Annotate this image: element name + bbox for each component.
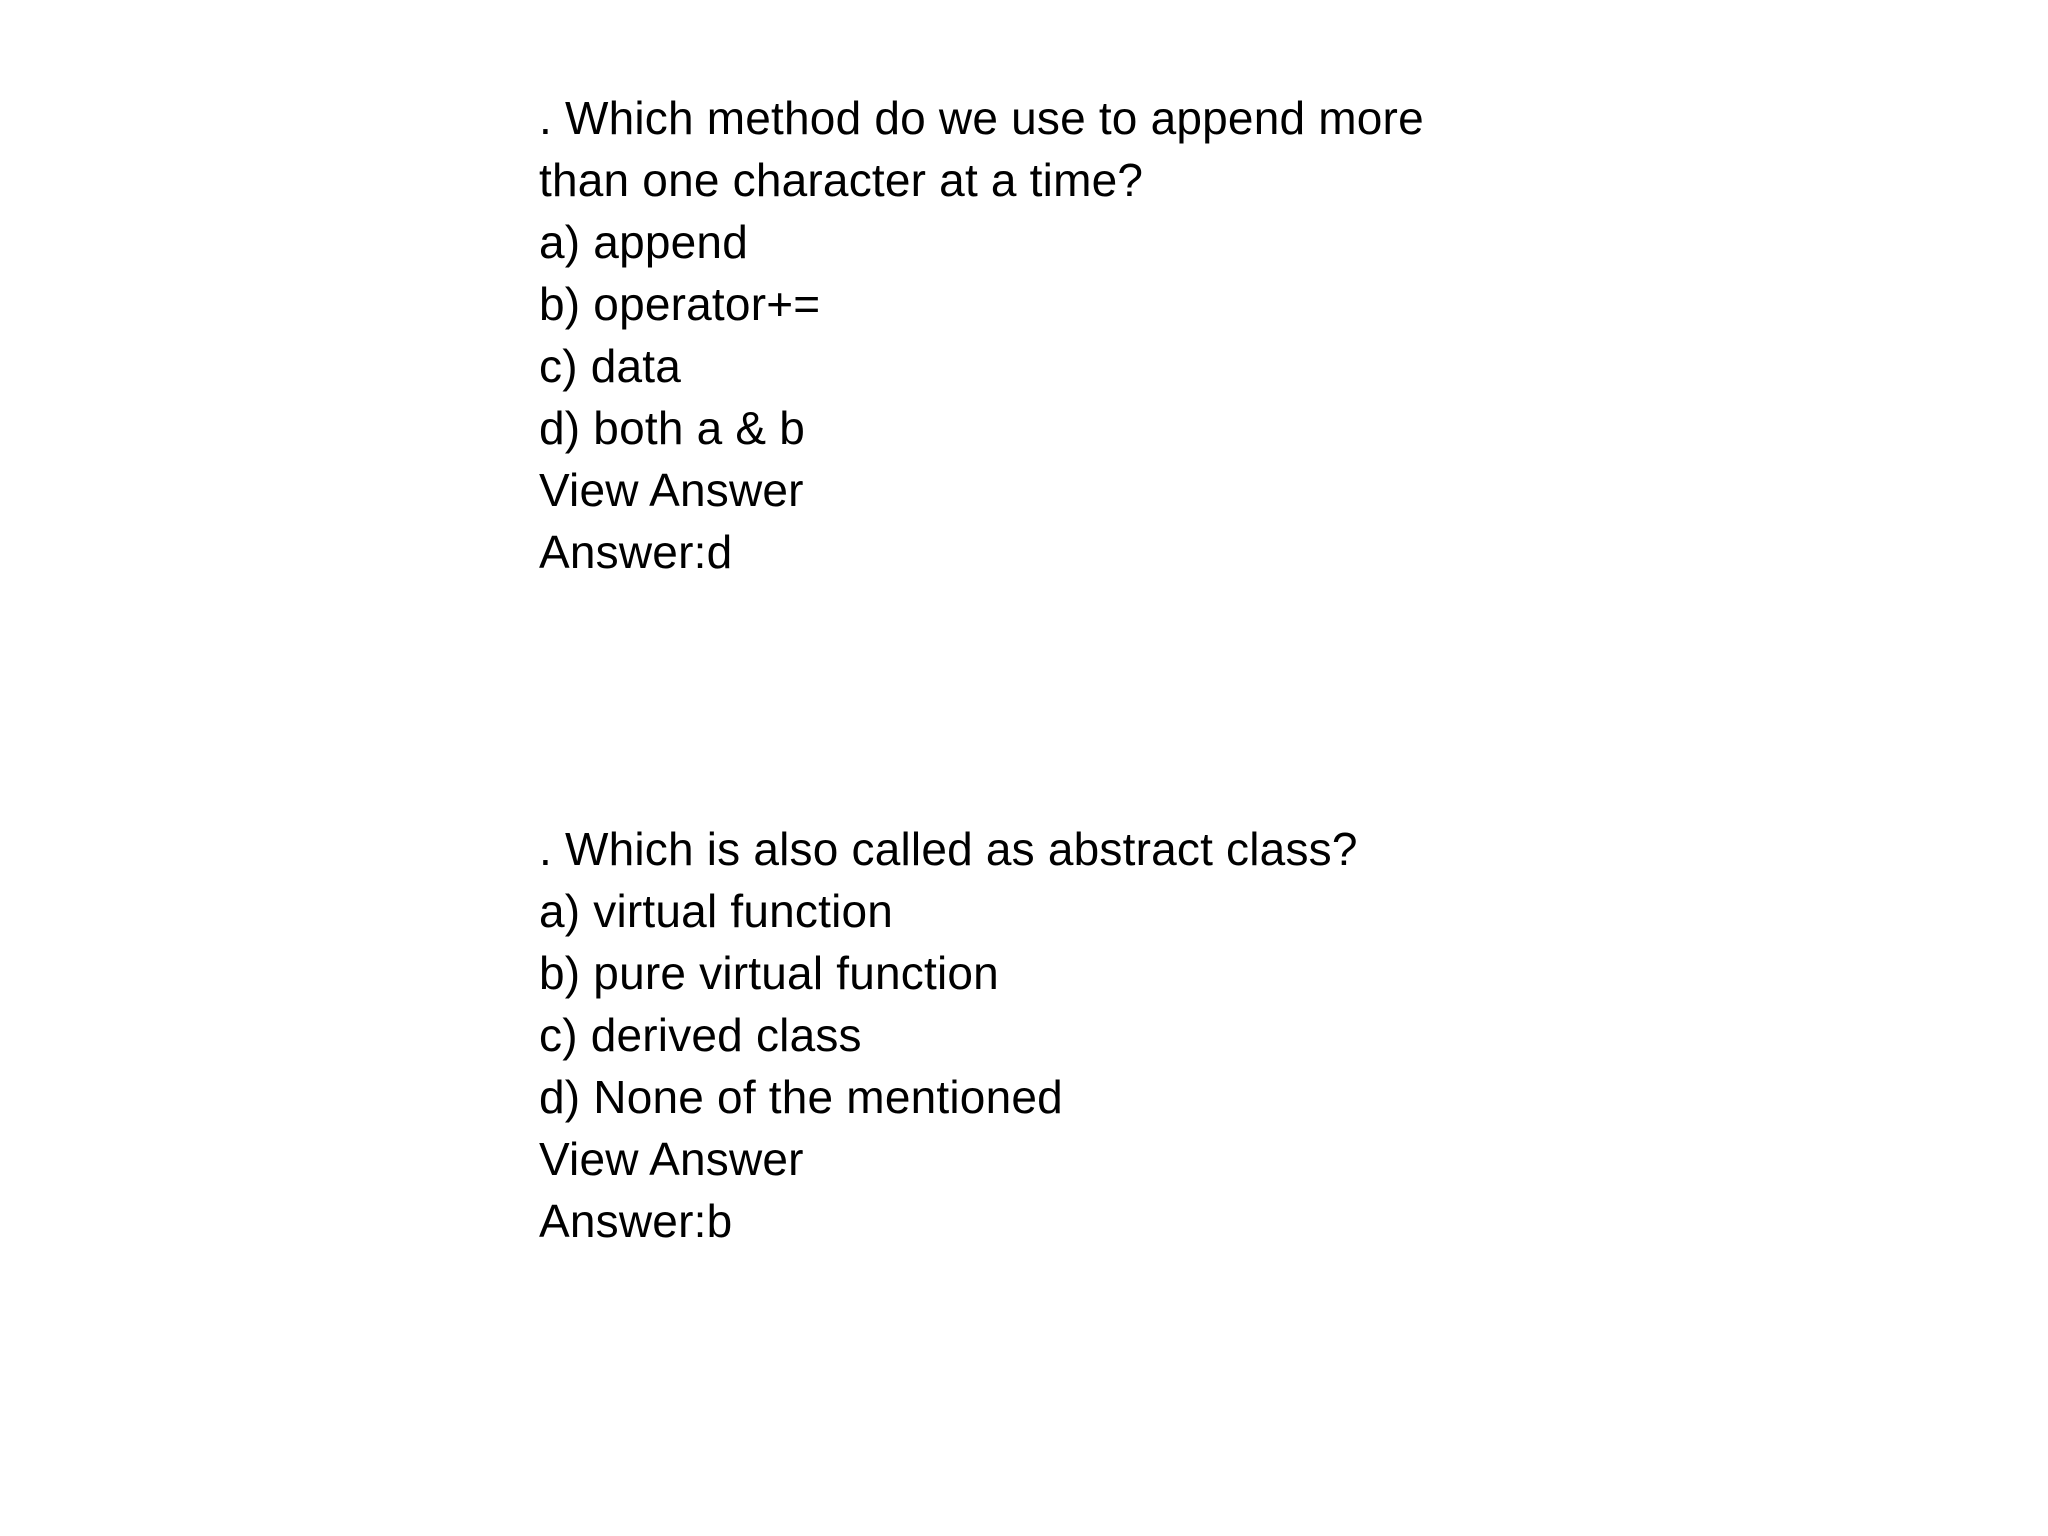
question-block-2: [539, 818, 1539, 1252]
option-d: d) both a & b: [539, 402, 805, 454]
view-answer-link[interactable]: View Answer: [539, 464, 804, 516]
option-c: c) data: [539, 340, 682, 392]
question-block-1: [539, 87, 1539, 583]
question-text: . Which is also called as abstract class?: [539, 823, 1358, 875]
view-answer-link[interactable]: View Answer: [539, 1133, 804, 1185]
option-a: a) append: [539, 216, 748, 268]
option-d: d) None of the mentioned: [539, 1071, 1063, 1123]
option-a: a) virtual function: [539, 885, 894, 937]
option-c: c) derived class: [539, 1009, 862, 1061]
option-b: b) operator+=: [539, 278, 821, 330]
answer-text: Answer:b: [539, 1195, 733, 1247]
answer-text: Answer:d: [539, 526, 733, 578]
option-b: b) pure virtual function: [539, 947, 999, 999]
question-text: . Which method do we use to append more than one character at a time?: [539, 92, 1437, 206]
